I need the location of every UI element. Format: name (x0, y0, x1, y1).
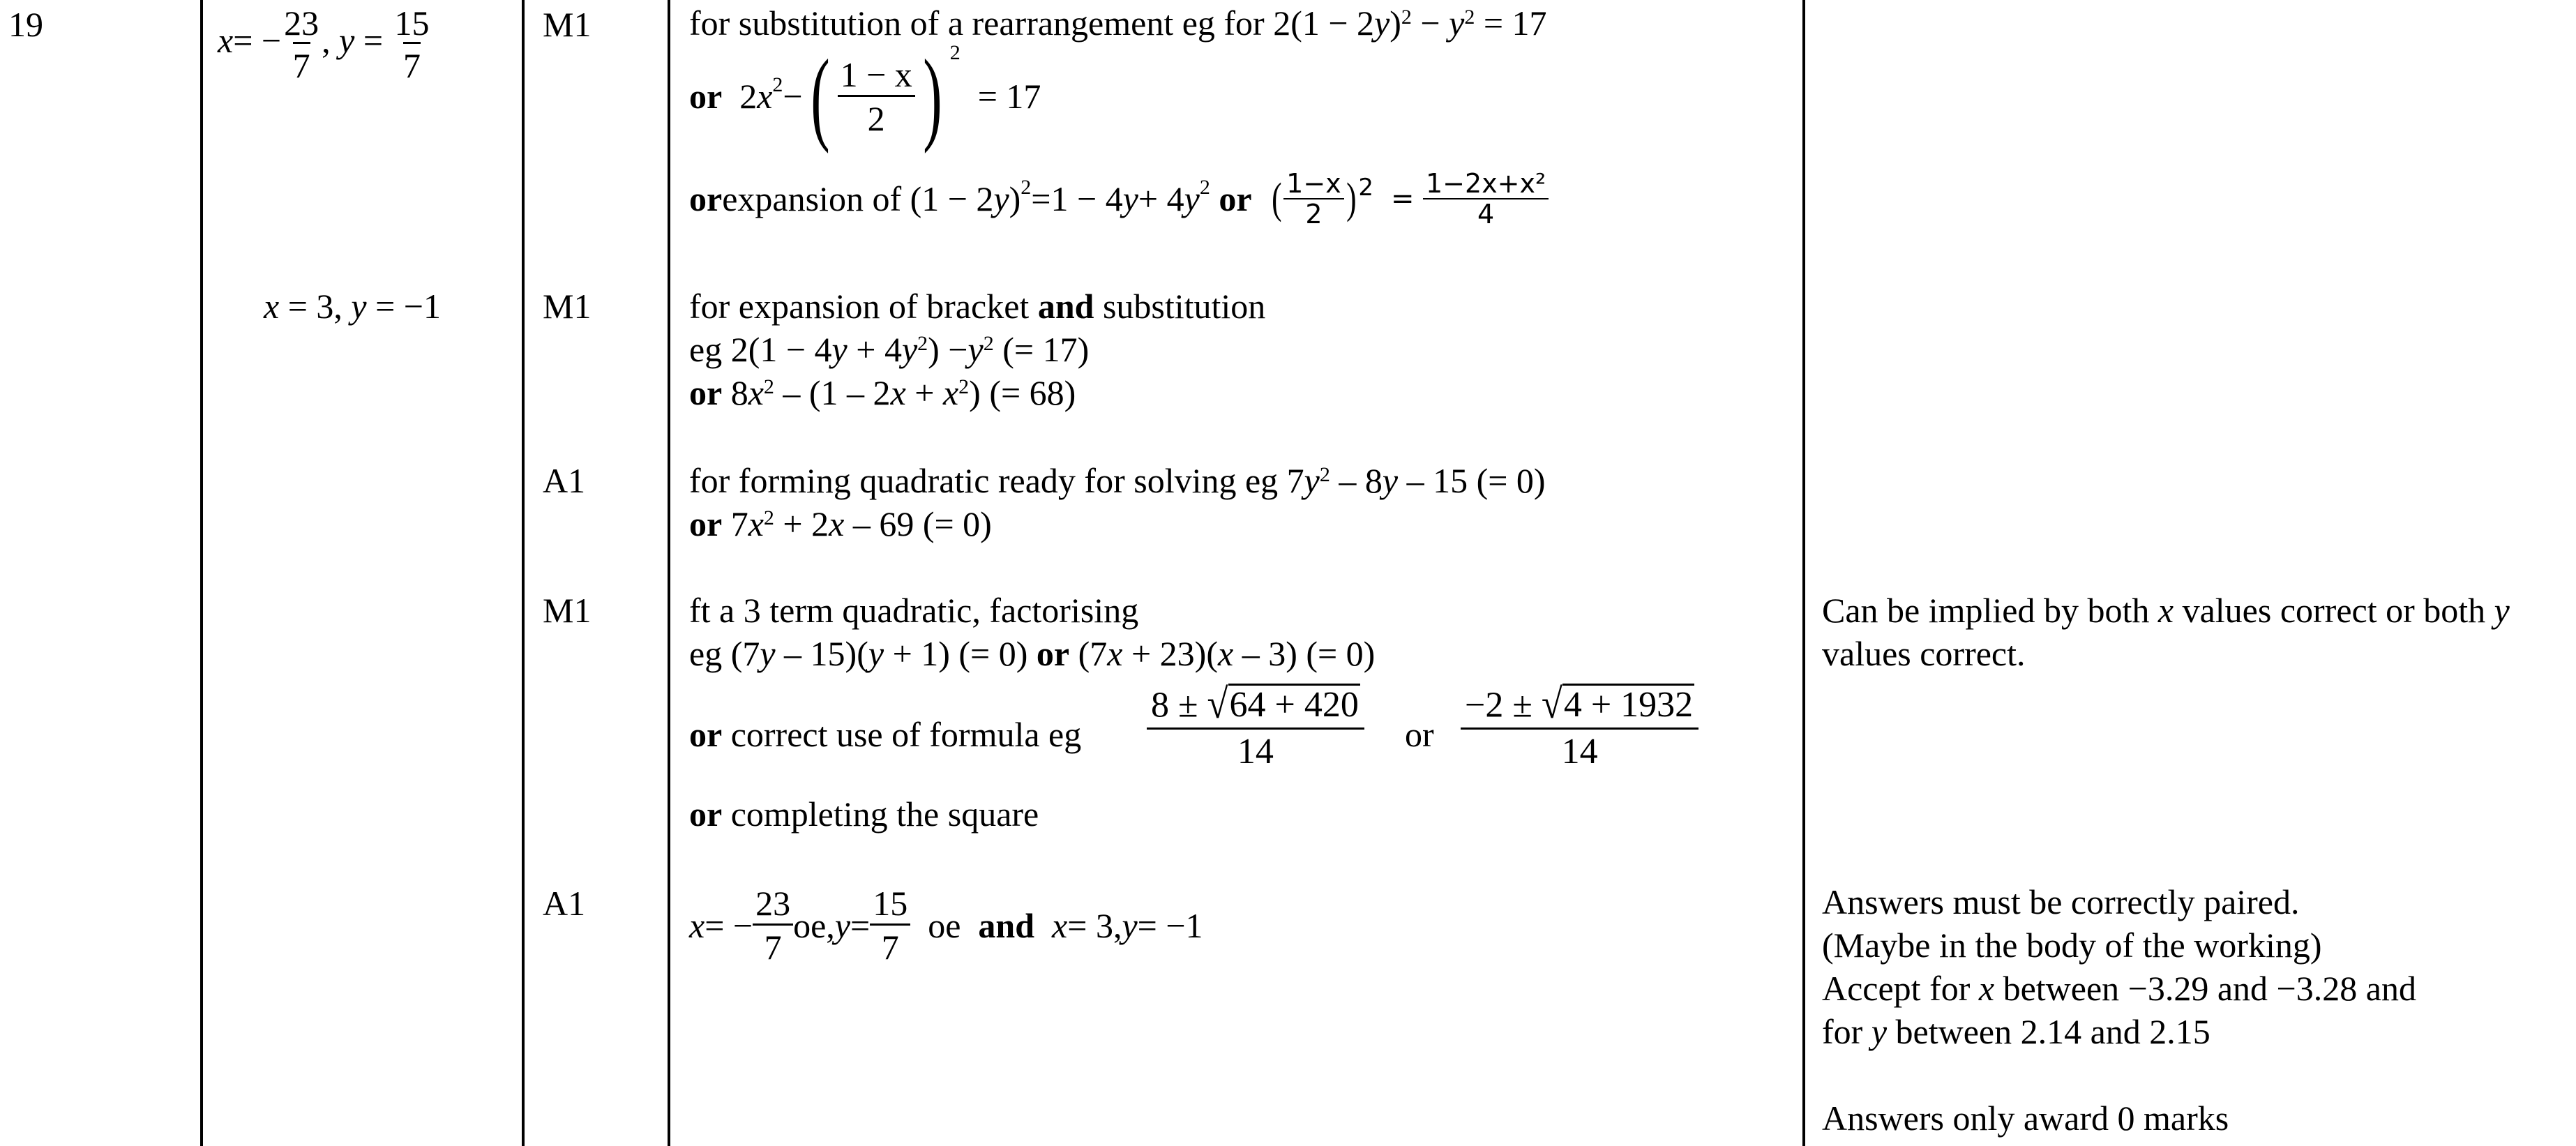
expansion-small-fraction: $\frac{1-x}{2}$ (1283, 170, 1344, 227)
column-divider-1 (200, 0, 203, 1146)
note-expansion-eg: eg $2(1 - 4y + 4y^2) -y^2$ (= 17) (689, 330, 1090, 369)
question-number: 19 (8, 5, 43, 44)
note-alt-substitution: or 2 x $^2$ − ( $\frac{1 - x}{2}$ ) 2 = 17 (689, 38, 1041, 154)
mark-m1-factorising: M1 (543, 591, 592, 630)
expansion-rhs-fraction: $\frac{\text{1−2x+x²}}{4}$ (1423, 170, 1549, 227)
guidance-paired: Answers must be correctly paired. (1822, 882, 2300, 921)
answer-x-fraction: $\frac{23}{7}$ (284, 3, 319, 85)
note-forming-quadratic: for forming quadratic ready for solving eg $7y^2 - 8y - 15$ (= 0) (689, 461, 1546, 500)
guidance-body: (Maybe in the body of the working) (1822, 926, 2322, 965)
formula-1: 8 ± √ 64 + 420 14 (1147, 684, 1364, 770)
note-factorising-eg: eg (7y – 15)(y + 1) (= 0) or (7x + 23)(x – 3) (= 0) (689, 634, 1376, 673)
note-expansion-bracket: for expansion of bracket and substitution (689, 287, 1266, 326)
guidance-accept-y: for y between 2.14 and 2.15 (1822, 1012, 2210, 1051)
guidance-accept-x: Accept for x between −3.29 and −3.28 and (1822, 969, 2416, 1008)
mark-m1-expansion: M1 (543, 287, 592, 326)
mark-m1-substitution: M1 (543, 5, 592, 44)
mark-a1-quadratic: A1 (543, 461, 586, 500)
note-factorising: ft a 3 term quadratic, factorising (689, 591, 1139, 630)
note-formula-label: or correct use of formula eg (689, 715, 1082, 754)
note-substitution-line: for substitution of a rearrangement eg for $2(1 - 2y)^2 - y^2 = 17$ (689, 3, 1547, 43)
guidance-implied-line-2: values correct. (1822, 634, 2026, 673)
note-expansion: or expansion of (1 − 2 y ) $^2$ =1 − 4 y + 4 y $^2$ or ( $\frac{1-x}{2}$ ) 2 = $\frac{\text{1−2x+x²}}{4}$ (689, 170, 1549, 227)
note-forming-quadratic-or: or $7x^2 + 2x - 69$ (= 0) (689, 504, 992, 543)
answer-y-fraction: $\frac{15}{7}$ (394, 3, 430, 85)
alt-fraction: $\frac{1 - x}{2}$ (838, 57, 915, 136)
formula-2: −2 ± √ 4 + 1932 14 (1461, 684, 1698, 770)
guidance-implied-line-1: Can be implied by both x values correct or both y (1822, 591, 2510, 630)
mark-a1-answers: A1 (543, 884, 586, 923)
note-completing-square: or completing the square (689, 794, 1039, 834)
answer-line-1: x= − $\frac{23}{7}$ , y = $\frac{15}{7}$ (218, 6, 432, 83)
column-divider-3 (668, 0, 670, 1146)
column-divider-4 (1802, 0, 1805, 1146)
answer-line-2: x = 3, y = −1 (264, 287, 442, 326)
note-expansion-or: or $8x^2 - (1 - 2x + x^2)$ (= 68) (689, 373, 1076, 412)
column-divider-2 (522, 0, 525, 1146)
guidance-answers-only: Answers only award 0 marks (1822, 1099, 2229, 1138)
formula-or: or (1405, 715, 1434, 754)
note-final-answers: x = − $\frac{23}{7}$ oe, y = $\frac{15}{7}$ oe and x = 3, y = −1 (689, 884, 1203, 967)
